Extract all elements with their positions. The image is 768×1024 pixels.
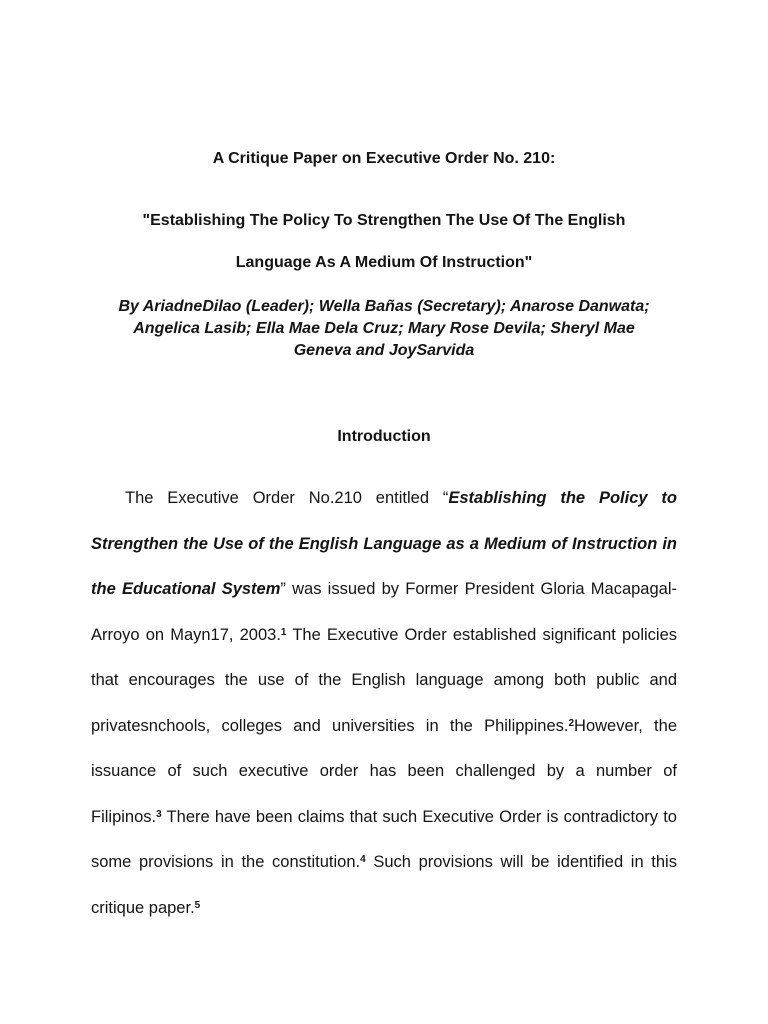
- order-title-emphasis: Establishing the Policy to Strengthen the Use of the English Language as a Medium of Instruction in the Educational System: [91, 489, 677, 598]
- subtitle-line-1: "Establishing The Policy To Strengthen The Use Of The English: [142, 212, 626, 229]
- document-subtitle: [60, 200, 708, 284]
- section-heading: Introduction: [337, 428, 431, 445]
- subtitle-line-2: Language As A Medium Of Instruction": [235, 254, 533, 271]
- author-list: [60, 296, 708, 362]
- footnote-marker-3: 3: [156, 808, 162, 820]
- paragraph-text-6: Such provisions will be identified in this critique paper.: [91, 853, 677, 917]
- footnote-marker-2: 2: [568, 717, 575, 729]
- footnote-marker-5: 5: [194, 899, 201, 911]
- author-line-1: By AriadneDilao (Leader); Wella Bañas (Secretary); Anarose Danwata;: [118, 298, 650, 315]
- paragraph-text-5: There have been claims that such Executive Order is contradictory to some provisions in the constitution.: [91, 807, 677, 871]
- paragraph-text-1: The Executive Order No.210 entitled “: [125, 489, 449, 507]
- document-title: A Critique Paper on Executive Order No. 210:: [212, 150, 556, 167]
- paragraph-text-2: ” was issued by Former President Gloria Macapagal-Arroyo on Mayn17, 2003.: [91, 580, 677, 644]
- author-line-2: Angelica Lasib; Ella Mae Dela Cruz; Mary Rose Devila; Sheryl Mae: [133, 320, 635, 337]
- footnote-marker-1: 1: [280, 626, 287, 638]
- body-paragraph: [91, 476, 677, 931]
- author-line-3: Geneva and JoySarvida: [293, 342, 475, 359]
- paragraph-text-3: The Executive Order established significant policies that encourages the use of the English language among both public and privatesnchools, colleges and universities in the Philippines.: [91, 625, 677, 735]
- paragraph-text-4: However, the issuance of such executive order has been challenged by a number of Filipinos.: [91, 716, 677, 826]
- footnote-marker-4: 4: [360, 854, 366, 865]
